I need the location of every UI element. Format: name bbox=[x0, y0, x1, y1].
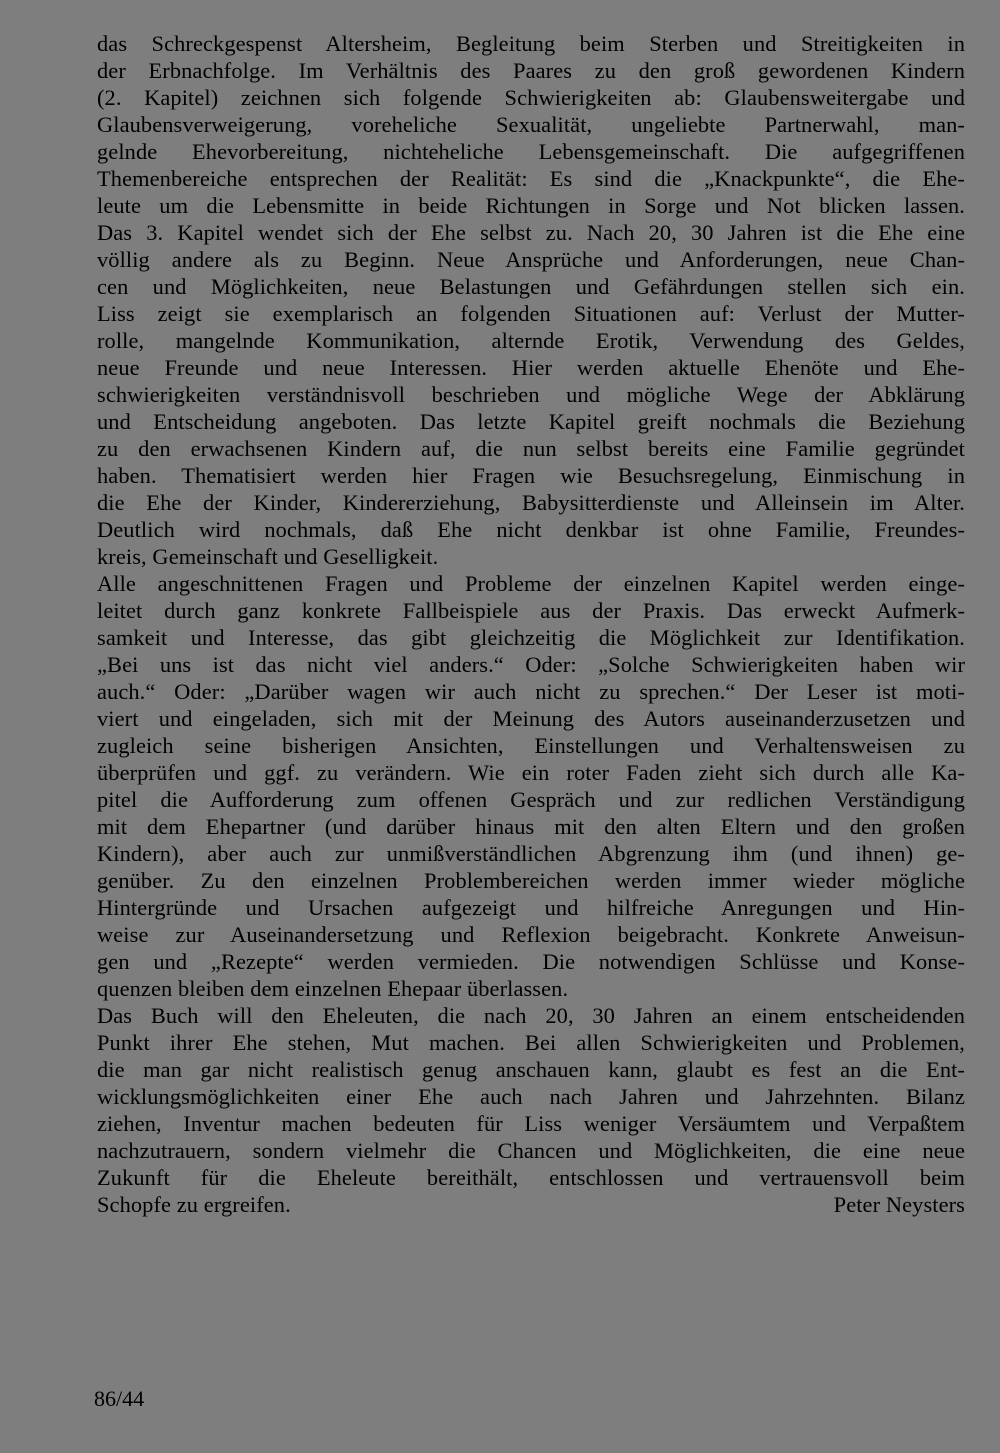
text-line: mit dem Ehepartner (und darüber hinaus mit den alten Eltern und den großen bbox=[97, 814, 965, 839]
text-line: Glaubensverweigerung, voreheliche Sexualität, ungeliebte Partnerwahl, man- bbox=[97, 112, 965, 137]
text-line: kreis, Gemeinschaft und Geselligkeit. bbox=[97, 544, 439, 569]
text-line: „Bei uns ist das nicht viel anders.“ Oder: „Solche Schwierigkeiten haben wir bbox=[97, 652, 965, 677]
text-line: der Erbnachfolge. Im Verhältnis des Paares zu den groß gewordenen Kindern bbox=[97, 58, 965, 83]
text-line: Liss zeigt sie exemplarisch an folgenden Situationen auf: Verlust der Mutter- bbox=[97, 301, 965, 326]
text-line: Kindern), aber auch zur unmißverständlichen Abgrenzung ihm (und ihnen) ge- bbox=[97, 841, 965, 866]
text-line: Themenbereiche entsprechen der Realität: Es sind die „Knackpunkte“, die Ehe- bbox=[97, 166, 965, 191]
text-line: pitel die Aufforderung zum offenen Gespräch und zur redlichen Verständigung bbox=[97, 787, 965, 812]
text-line: schwierigkeiten verständnisvoll beschrieben und mögliche Wege der Abklärung bbox=[97, 382, 965, 407]
text-line: ziehen, Inventur machen bedeuten für Liss weniger Versäumtem und Verpaßtem bbox=[97, 1111, 965, 1136]
closing-text: Schopfe zu ergreifen. bbox=[97, 1192, 291, 1217]
text-line: haben. Thematisiert werden hier Fragen wie Besuchsregelung, Einmischung in bbox=[97, 463, 965, 488]
text-line: rolle, mangelnde Kommunikation, alternde Erotik, Verwendung des Geldes, bbox=[97, 328, 965, 353]
text-line: gelnde Ehevorbereitung, nichteheliche Lebensgemeinschaft. Die aufgegriffenen bbox=[97, 139, 965, 164]
text-line: Deutlich wird nochmals, daß Ehe nicht denkbar ist ohne Familie, Freundes- bbox=[97, 517, 965, 542]
text-line: leitet durch ganz konkrete Fallbeispiele aus der Praxis. Das erweckt Aufmerk- bbox=[97, 598, 965, 623]
page-number: 86/44 bbox=[94, 1386, 145, 1411]
text-line: auch.“ Oder: „Darüber wagen wir auch nicht zu sprechen.“ Der Leser ist moti- bbox=[97, 679, 965, 704]
text-line: zu den erwachsenen Kindern auf, die nun selbst bereits eine Familie gegründet bbox=[97, 436, 965, 461]
text-line: die man gar nicht realistisch genug anschauen kann, glaubt es fest an die Ent- bbox=[97, 1057, 965, 1082]
text-line: weise zur Auseinandersetzung und Reflexion beigebracht. Konkrete Anweisun- bbox=[97, 922, 965, 947]
text-line: und Entscheidung angeboten. Das letzte Kapitel greift nochmals die Beziehung bbox=[97, 409, 965, 434]
text-line: überprüfen und ggf. zu verändern. Wie ein roter Faden zieht sich durch alle Ka- bbox=[97, 760, 965, 785]
text-line: völlig andere als zu Beginn. Neue Ansprüche und Anforderungen, neue Chan- bbox=[97, 247, 965, 272]
text-line: Alle angeschnittenen Fragen und Probleme der einzelnen Kapitel werden einge- bbox=[97, 571, 965, 596]
text-line: (2. Kapitel) zeichnen sich folgende Schwierigkeiten ab: Glaubensweitergabe und bbox=[97, 85, 965, 110]
text-line: genüber. Zu den einzelnen Problembereichen werden immer wieder mögliche bbox=[97, 868, 965, 893]
text-line: leute um die Lebensmitte in beide Richtungen in Sorge und Not blicken lassen. bbox=[97, 193, 965, 218]
text-line: das Schreckgespenst Altersheim, Begleitung beim Sterben und Streitigkeiten in bbox=[97, 31, 965, 56]
author-signature: Peter Neysters bbox=[833, 1192, 965, 1217]
text-line: cen und Möglichkeiten, neue Belastungen und Gefährdungen stellen sich ein. bbox=[97, 274, 965, 299]
text-line: zugleich seine bisherigen Ansichten, Einstellungen und Verhaltensweisen zu bbox=[97, 733, 965, 758]
text-line: viert und eingeladen, sich mit der Meinung des Autors auseinanderzusetzen und bbox=[97, 706, 965, 731]
text-line: Hintergründe und Ursachen aufgezeigt und hilfreiche Anregungen und Hin- bbox=[97, 895, 965, 920]
text-line: gen und „Rezepte“ werden vermieden. Die notwendigen Schlüsse und Konse- bbox=[97, 949, 965, 974]
text-line: quenzen bleiben dem einzelnen Ehepaar überlassen. bbox=[97, 976, 569, 1001]
text-line: Das 3. Kapitel wendet sich der Ehe selbst zu. Nach 20, 30 Jahren ist die Ehe eine bbox=[97, 220, 965, 245]
text-line: samkeit und Interesse, das gibt gleichzeitig die Möglichkeit zur Identifikation. bbox=[97, 625, 965, 650]
text-line: neue Freunde und neue Interessen. Hier werden aktuelle Ehenöte und Ehe- bbox=[97, 355, 965, 380]
text-line: Punkt ihrer Ehe stehen, Mut machen. Bei allen Schwierigkeiten und Problemen, bbox=[97, 1030, 965, 1055]
text-line: Zukunft für die Eheleute bereithält, entschlossen und vertrauensvoll beim bbox=[97, 1165, 965, 1190]
text-line: nachzutrauern, sondern vielmehr die Chancen und Möglichkeiten, die eine neue bbox=[97, 1138, 965, 1163]
text-line: wicklungsmöglichkeiten einer Ehe auch nach Jahren und Jahrzehnten. Bilanz bbox=[97, 1084, 965, 1109]
text-line: Das Buch will den Eheleuten, die nach 20, 30 Jahren an einem entscheidenden bbox=[97, 1003, 965, 1028]
text-line: die Ehe der Kinder, Kindererziehung, Babysitterdienste und Alleinsein im Alter. bbox=[97, 490, 965, 515]
closing-line bbox=[97, 1191, 965, 1218]
body-text bbox=[97, 30, 965, 1218]
